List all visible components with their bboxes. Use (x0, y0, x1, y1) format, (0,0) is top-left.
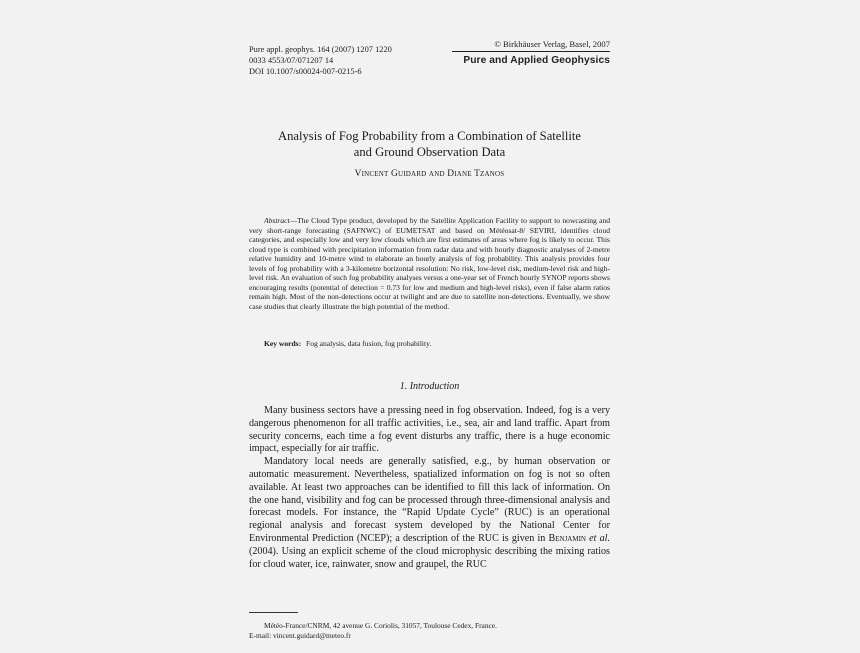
body-text (249, 405, 610, 571)
keywords-label: Key words: (264, 339, 302, 348)
abstract-text: —The Cloud Type product, developed by the Satellite Application Facility to support to nowcasting and very short-range forecasting (SAFNWC) of EUMETSAT and based on Météosat-8/ SEVIRI, identifies cloud categories, and especially low and very low clouds which are first estimates of areas where fog is likely to occur. This cloud type is combined with precipitation information from radar data and with hourly diagnostic analyses of 2-metre relative humidity and 10-metre wind to elaborate an hourly analysis of fog probability. This analysis provides four levels of fog probability with a 3-kilometre horizontal resolution: No risk, low-level risk, medium-level risk and high-level risk. An evaluation of such fog probability analyses versus a one-year set of French hourly SYNOP reports shows encouraging results (potential of detection = 0.73 for low and medium and high-level risks), even if false alarm ratios remain high. Most of the non-detections occur at twilight and are due to satellite non-detections. Eventually, we show case studies that clearly illustrate the high potential of the method. (249, 216, 610, 311)
paragraph: Many business sectors have a pressing need in fog observation. Indeed, fog is a very dangerous phenomenon for all traffic activities, i.e., sea, air and land traffic. Apart from security concerns, each time a fog event disturbs any traffic, there is a huge economic impact, especially for air traffic. (249, 405, 610, 455)
title-line: and Ground Observation Data (353, 145, 506, 159)
footnote-rule (249, 612, 298, 613)
journal-rule (452, 51, 610, 52)
keywords-text: Fog analysis, data fusion, fog probability. (306, 339, 432, 348)
footnote-affiliation: Météo-France/CNRM, 42 avenue G. Coriolis, 31057, Toulouse Cedex, France. (264, 621, 497, 630)
footnote-email: E-mail: vincent.guidard@meteo.fr (249, 631, 351, 640)
issn-line: 0033 4553/07/071207 14 (249, 56, 334, 65)
paragraph-text: (2004). Using an explicit scheme of the cloud microphysic describing the mixing ratios for cloud water, ice, rainwater, snow and graupel, the RUC (249, 545, 610, 570)
citation-line: Pure appl. geophys. 164 (2007) 1207 1220 (249, 45, 392, 54)
citation-etal: et al. (589, 532, 610, 544)
section-heading: 1. Introduction (399, 381, 460, 392)
footnote (249, 621, 610, 641)
doi-line: DOI 10.1007/s00024-007-0215-6 (249, 67, 362, 76)
paper-title (249, 128, 610, 160)
citation-author: Benjamin (548, 532, 586, 544)
journal-name: Pure and Applied Geophysics (463, 55, 610, 66)
keywords (264, 339, 610, 348)
abstract (249, 216, 610, 311)
citation-block (249, 44, 392, 77)
publisher-line: © Birkhäuser Verlag, Basel, 2007 (494, 39, 610, 49)
authors: Vincent Guidard and Diane Tzanos (354, 169, 505, 179)
abstract-label: Abstract (264, 216, 290, 225)
paragraph-text: Mandatory local needs are generally satisfied, e.g., by human observation or automatic measurement. Nevertheless, spatialized information on fog is not so often available. At least two approaches can be identified to fill this lack of information. On the one hand, visibility and fog can be processed through three-dimensional analysis and forecast models. For instance, the “Rapid Update Cycle” (RUC) is an operational regional analysis and forecast system developed by the National Center for Environmental Prediction (NCEP); a description of the RUC is given in (249, 456, 610, 544)
title-line: Analysis of Fog Probability from a Combination of Satellite (278, 129, 581, 143)
journal-block (452, 39, 610, 66)
paragraph (249, 456, 610, 571)
